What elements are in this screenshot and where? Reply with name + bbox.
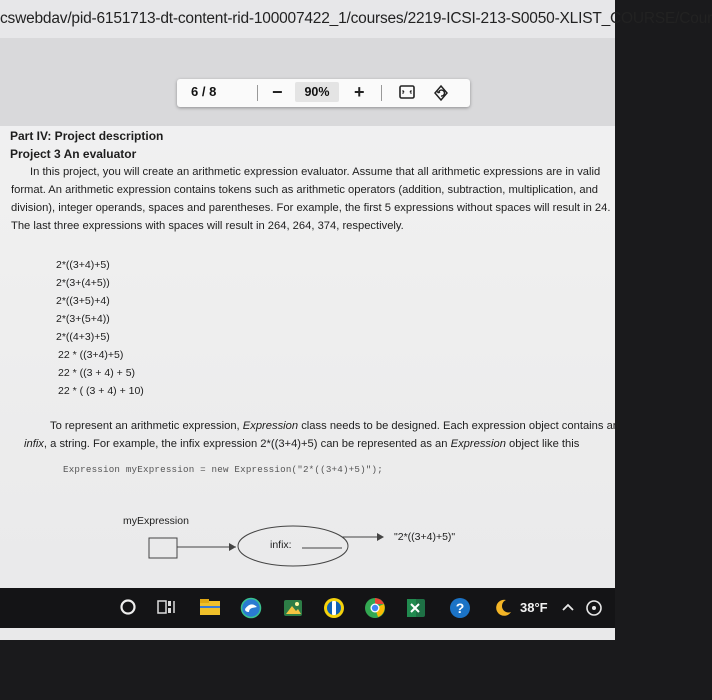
represent-text: , a string. For example, the infix expression 2*((3+4)+5) can be represented as an — [43, 438, 451, 450]
temperature[interactable]: 38°F — [520, 600, 548, 615]
chevron-up-icon[interactable] — [561, 600, 575, 614]
toolbar-divider — [257, 85, 258, 101]
intro-line: In this project, you will create an arithmetic expression evaluator. Assume that all arithmetic expressions are in valid — [30, 166, 601, 178]
infix-term: infix — [24, 438, 44, 450]
toolbar-divider — [381, 85, 382, 101]
edge-icon[interactable] — [240, 597, 262, 619]
project-heading: Project 3 An evaluator — [10, 147, 137, 161]
represent-text: class needs to be designed. Each expression object contains an — [298, 420, 620, 432]
field-label: infix: — [270, 539, 292, 551]
value-label: "2*((3+4)+5)" — [394, 531, 456, 543]
intro-line: The last three expressions with spaces will result in 264, 264, 374, respectively. — [11, 220, 404, 232]
zoom-out-button[interactable]: − — [272, 82, 283, 102]
onenote-icon[interactable] — [323, 597, 345, 619]
svg-text:?: ? — [455, 600, 465, 616]
expression-item: 22 * ((3 + 4) + 5) — [58, 367, 136, 379]
intro-line: format. An arithmetic expression contains tokens such as arithmetic operators (addition, subtraction, multiplication, and — [11, 184, 599, 196]
variable-label: myExpression — [123, 515, 189, 527]
excel-icon[interactable] — [405, 597, 427, 619]
onedrive-icon[interactable] — [584, 598, 604, 618]
rotate-icon[interactable] — [432, 84, 450, 102]
represent-text: object like this — [505, 438, 580, 450]
zoom-level[interactable]: 90% — [295, 82, 339, 102]
infix-arrow-head — [377, 533, 384, 541]
expression-class-term: Expression — [450, 438, 506, 450]
page-indicator[interactable]: 6 / 8 — [191, 84, 217, 99]
expression-item: 2*(3+(5+4)) — [56, 313, 110, 325]
task-view-icon[interactable] — [156, 597, 178, 617]
part-heading: Part IV: Project description — [10, 129, 164, 143]
address-bar[interactable] — [0, 0, 712, 39]
represent-line — [50, 418, 619, 436]
represent-line — [24, 436, 579, 454]
help-icon[interactable] — [449, 597, 471, 619]
fit-page-icon[interactable] — [399, 85, 415, 99]
expression-item: 2*((3+4)+5) — [56, 259, 110, 271]
windows-taskbar — [0, 588, 615, 628]
represent-text: To represent an arithmetic expression, — [50, 420, 243, 432]
expression-item: 2*(3+(4+5)) — [56, 277, 110, 289]
expression-item: 2*((3+5)+4) — [56, 295, 110, 307]
start-circle-icon[interactable] — [118, 597, 138, 617]
photos-icon[interactable] — [282, 597, 304, 619]
expression-class-term: Expression — [242, 420, 299, 432]
file-explorer-icon[interactable] — [198, 597, 222, 617]
chrome-icon[interactable] — [364, 597, 386, 619]
expression-item: 2*((4+3)+5) — [56, 331, 110, 343]
pdf-page — [0, 126, 620, 641]
moon-weather-icon[interactable] — [493, 598, 513, 618]
zoom-in-button[interactable]: + — [354, 82, 365, 102]
url-text[interactable]: cswebdav/pid-6151713-dt-content-rid-100007422_1/courses/2219-ICSI-213-S0050-XLIST_COURSE/Cour — [0, 10, 712, 27]
pdf-toolbar — [177, 79, 470, 107]
reference-arrow-head — [229, 543, 236, 551]
code-sample: Expression myExpression = new Expression("2*((3+4)+5)"); — [63, 464, 383, 475]
expression-item: 22 * ((3+4)+5) — [58, 349, 124, 361]
intro-line: division), integer operands, spaces and parentheses. For example, the first 5 expressions without spaces will result in 24. — [11, 202, 611, 214]
expression-item: 22 * ( (3 + 4) + 10) — [58, 385, 144, 397]
reference-box — [149, 538, 177, 558]
object-ellipse — [238, 526, 348, 566]
